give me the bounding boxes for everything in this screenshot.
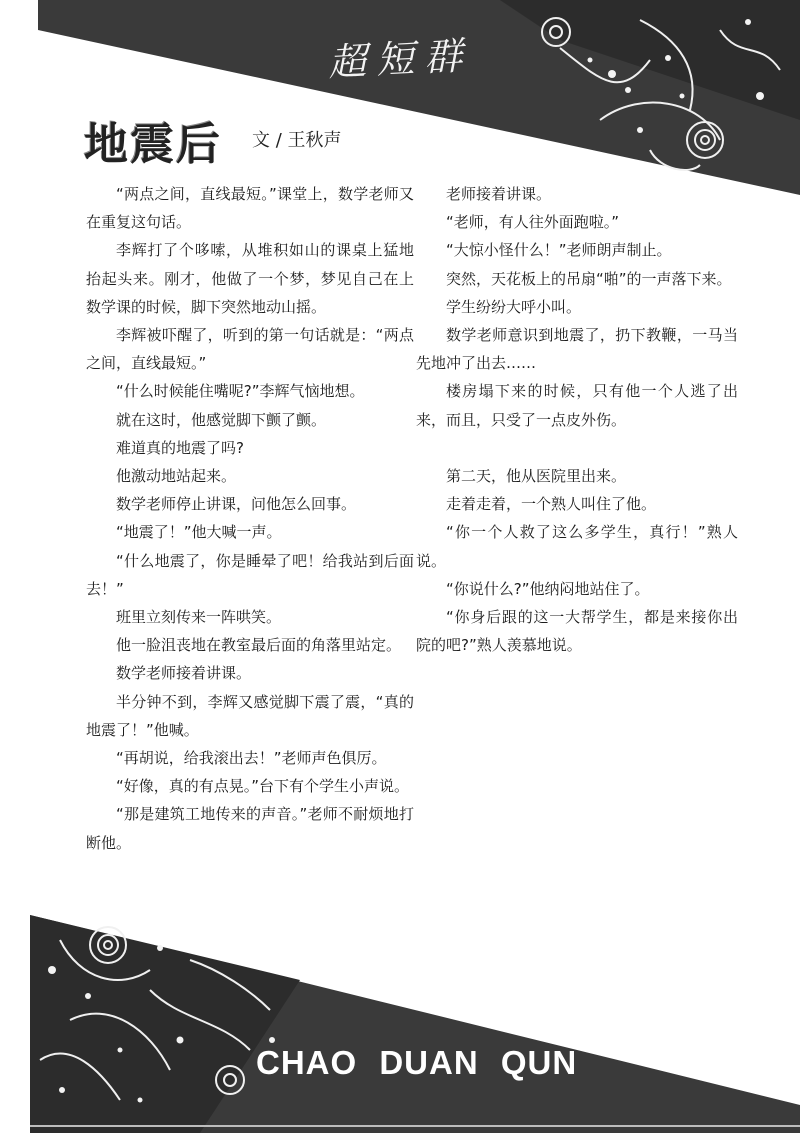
paragraph: 突然，天花板上的吊扇“啪”的一声落下来。 xyxy=(446,269,732,288)
paragraph: 李辉打了个哆嗦，从堆积如山的课桌上猛地抬起头来。刚才，他做了一个梦，梦见自己在上数学课的时候，脚下突然地动山摇。 xyxy=(86,241,414,316)
article-title: 地震后 xyxy=(84,119,222,170)
article-author: 文 / 王秋声 xyxy=(252,130,342,151)
paragraph: 他一脸沮丧地在教室最后面的角落里站定。 xyxy=(116,636,402,655)
paragraph: “你说什么?”他纳闷地站住了。 xyxy=(446,579,650,598)
paragraph: 数学老师停止讲课，问他怎么回事。 xyxy=(116,495,357,514)
paragraph: 班里立刻传来一阵哄笑。 xyxy=(116,608,282,627)
paragraph: 难道真的地震了吗? xyxy=(116,438,244,457)
paragraph: “好像，真的有点晃。”台下有个学生小声说。 xyxy=(116,777,410,796)
paragraph: 李辉被吓醒了，听到的第一句话就是：“两点之间，直线最短。” xyxy=(86,326,414,373)
paragraph: 他激动地站起来。 xyxy=(116,467,237,486)
paragraph: 半分钟不到，李辉又感觉脚下震了震，“真的地震了！”他喊。 xyxy=(86,692,414,739)
paragraph: 走着走着，一个熟人叫住了他。 xyxy=(446,495,657,514)
paragraph: “你一个人救了这么多学生，真行！”熟人说。 xyxy=(416,523,738,570)
paragraph: “老师，有人往外面跑啦。” xyxy=(446,213,620,232)
article-column-left xyxy=(86,180,414,857)
paragraph: 就在这时，他感觉脚下颤了颤。 xyxy=(116,410,327,429)
paragraph: 数学老师意识到地震了，扔下教鞭，一马当先地冲了出去…… xyxy=(416,326,738,373)
paragraph: “什么时候能住嘴呢?”李辉气恼地想。 xyxy=(116,382,365,401)
paragraph: 老师接着讲课。 xyxy=(446,185,552,203)
paragraph: 学生纷纷大呼小叫。 xyxy=(446,297,582,316)
paragraph: “那是建筑工地传来的声音。”老师不耐烦地打断他。 xyxy=(86,805,414,852)
paragraph: 数学老师接着讲课。 xyxy=(116,664,252,683)
paragraph: “地震了！”他大喊一声。 xyxy=(116,523,282,542)
paragraph: “再胡说，给我滚出去！”老师声色俱厉。 xyxy=(116,749,387,768)
section-break xyxy=(416,434,738,462)
paragraph: “大惊小怪什么！”老师朗声制止。 xyxy=(446,241,672,260)
paragraph: “什么地震了，你是睡晕了吧！给我站到后面去！” xyxy=(86,551,414,598)
paragraph: “你身后跟的这一大帮学生，都是来接你出院的吧?”熟人羡慕地说。 xyxy=(416,608,738,655)
paragraph: 第二天，他从医院里出来。 xyxy=(446,467,627,486)
article-column-right xyxy=(416,180,738,659)
paragraph: “两点之间，直线最短。”课堂上，数学老师又在重复这句话。 xyxy=(86,185,414,232)
section-tag: 超短群 xyxy=(327,33,474,85)
bottom-decorative-band xyxy=(0,900,800,1133)
paragraph: 楼房塌下来的时候，只有他一个人逃了出来，而且，只受了一点皮外伤。 xyxy=(416,382,738,429)
footer-section-name: CHAO DUAN QUN xyxy=(256,1044,578,1081)
